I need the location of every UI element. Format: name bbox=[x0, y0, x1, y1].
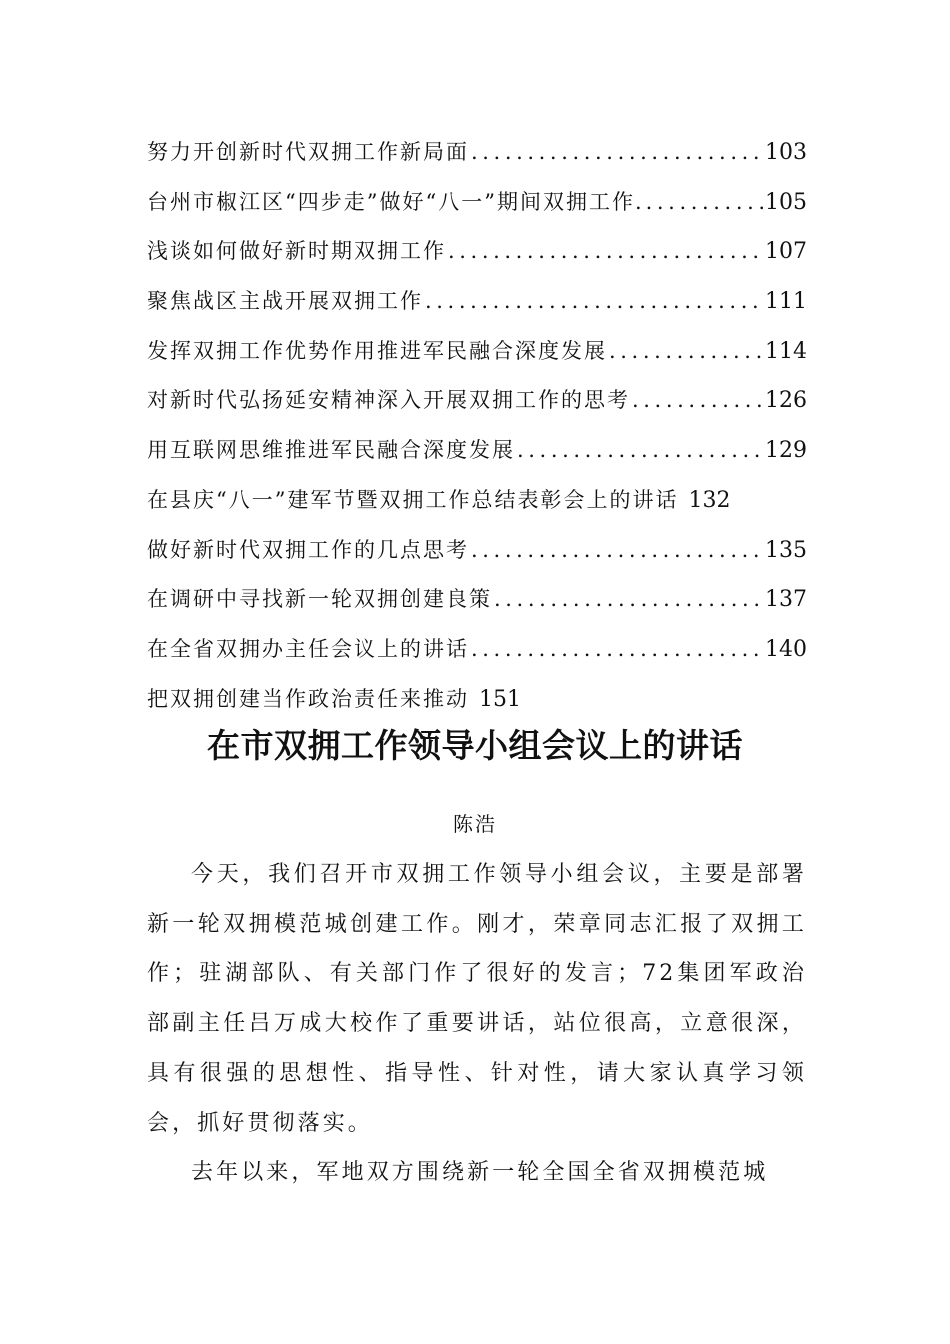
toc-dot-leader bbox=[609, 327, 763, 377]
toc-entry-title: 在全省双拥办主任会议上的讲话 bbox=[147, 636, 469, 661]
toc-page-number: 103 bbox=[765, 140, 807, 165]
toc-entry-title: 在县庆“八一”建军节暨双拥工作总结表彰会上的讲话 bbox=[147, 487, 679, 512]
article-author: 陈浩 bbox=[453, 812, 497, 836]
toc-entry-title: 台州市椒江区“四步走”做好“八一”期间双拥工作. bbox=[147, 189, 644, 214]
toc-page-number: 140 bbox=[765, 636, 807, 662]
toc-page-number: 132 bbox=[688, 487, 731, 513]
toc-entry-title: 努力开创新时代双拥工作新局面 bbox=[147, 140, 469, 164]
toc-dot-leader bbox=[471, 526, 763, 576]
toc-entry-title: 浅谈如何做好新时期双拥工作 bbox=[147, 239, 446, 264]
toc-entry-title: 发挥双拥工作优势作用推进军民融合深度发展 bbox=[147, 338, 607, 363]
toc-page-number: 111 bbox=[765, 289, 807, 315]
toc-dot-leader bbox=[632, 376, 763, 426]
table-of-contents bbox=[147, 128, 807, 724]
toc-entry[interactable] bbox=[147, 476, 807, 526]
toc-dot-leader bbox=[494, 575, 763, 625]
toc-entry[interactable] bbox=[147, 426, 807, 476]
toc-dot-leader bbox=[425, 277, 763, 327]
toc-page-number: 129 bbox=[765, 438, 807, 464]
toc-dot-leader bbox=[448, 227, 763, 277]
toc-dot-leader bbox=[471, 128, 763, 178]
toc-entry[interactable] bbox=[147, 526, 807, 576]
toc-entry[interactable] bbox=[147, 277, 807, 327]
paragraph: 今天，我们召开市双拥工作领导小组会议，主要是部署新一轮双拥模范城创建工作。刚才，荣章同志汇报了双拥工作；驻湖部队、有关部门作了很好的发言；72集团军政治部副主任吕万成大校作了重要讲话，站位很高，立意很深，具有很强的思想性、指导性、针对性，请大家认真学习领会，抓好贯彻落实。 bbox=[147, 862, 807, 1136]
toc-entry[interactable] bbox=[147, 178, 807, 228]
toc-page-number: 114 bbox=[765, 338, 807, 364]
toc-entry[interactable] bbox=[147, 128, 807, 178]
toc-entry-title: 聚焦战区主战开展双拥工作 bbox=[147, 289, 423, 314]
toc-entry[interactable] bbox=[147, 376, 807, 426]
article-body bbox=[147, 850, 807, 1198]
toc-entry-title: 用互联网思维推进军民融合深度发展 bbox=[147, 438, 515, 463]
toc-dot-leader bbox=[471, 625, 763, 675]
toc-dot-leader bbox=[517, 426, 763, 476]
toc-entry-title: 把双拥创建当作政治责任来推动 bbox=[147, 686, 469, 711]
toc-entry-title: 在调研中寻找新一轮双拥创建良策 bbox=[147, 587, 492, 612]
toc-dot-leader bbox=[646, 178, 763, 228]
toc-entry-title: 做好新时代双拥工作的几点思考 bbox=[147, 537, 469, 562]
paragraph: 去年以来，军地双方围绕新一轮全国全省双拥模范城 bbox=[191, 1160, 769, 1186]
toc-entry[interactable] bbox=[147, 227, 807, 277]
toc-page-number: 107 bbox=[765, 239, 807, 265]
toc-entry[interactable] bbox=[147, 625, 807, 675]
toc-page-number: 137 bbox=[765, 587, 807, 613]
toc-entry[interactable] bbox=[147, 575, 807, 625]
toc-page-number: 135 bbox=[765, 537, 807, 563]
toc-entry[interactable] bbox=[147, 327, 807, 377]
toc-page-number: 105 bbox=[765, 189, 807, 215]
article-title: 在市双拥工作领导小组会议上的讲话 bbox=[207, 726, 743, 765]
toc-page-number: 151 bbox=[479, 686, 521, 712]
toc-page-number: 126 bbox=[765, 388, 807, 414]
toc-entry-title: 对新时代弘扬延安精神深入开展双拥工作的思考 bbox=[147, 388, 630, 413]
